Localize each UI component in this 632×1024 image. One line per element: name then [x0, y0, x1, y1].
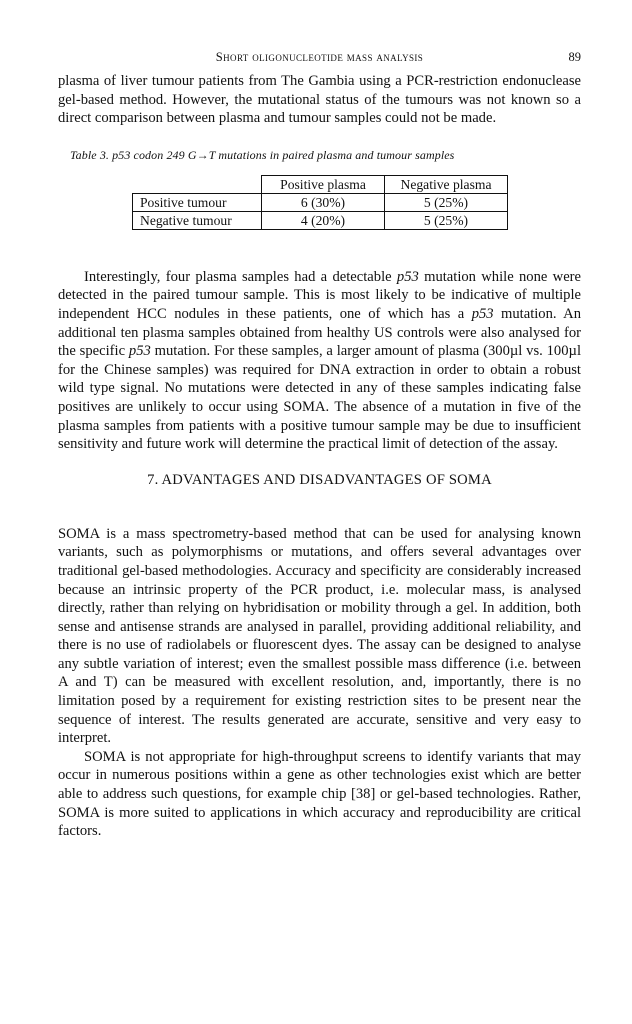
table-row [133, 211, 508, 229]
paragraph-plasma-detection [58, 268, 581, 454]
table-cell: 4 (20%) [262, 211, 385, 229]
paragraph-plasma-gambia: plasma of liver tumour patients from The Gambia using a PCR-restriction endonuclease gel-based method. However, the mutational status of the tumours was not known so a direct comparison between plasma and tumour samples could not be made. [58, 73, 581, 127]
paragraph-soma-advantages: SOMA is a mass spectrometry-based method that can be used for analysing known variants, such as polymorphisms or mutations, and offers several advantages over traditional gel-based methodologies. Accuracy and specificity are considerably increased because an intrinsic property of the PCR product, i.e. molecular mass, is analysed directly, rather than relying on hybridisation or mobility through a gel. In addition, both sense and antisense strands are analysed in parallel, providing additional reliability, and there is no use of radiolabels or fluorescent dyes. The assay can be designed to analyse any subtle variation of interest; even the smallest possible mass difference (i.e. between A and T) can be measured with excellent resolution, and, importantly, there is no limitation posed by a requirement for existing restriction sites to be present near the sequence of interest. The results generated are accurate, sensitive and very easy to interpret. [58, 525, 581, 747]
text-run: mutation while none were detected in the paired tumour sample. This is most likely to be indicative of multiple independent HCC nodules in these patients, one of which has a [58, 268, 582, 322]
paragraph-soma-limitations: SOMA is not appropriate for high-throughput screens to identify variants that may occur in numerous positions within a gene as other technologies exist which are better able to address such questions, for example chip [38] or gel-based technologies. Rather, SOMA is more suited to applications in which accuracy and reproducibility are critical factors. [58, 748, 581, 840]
table-row [133, 193, 508, 211]
table-corner-cell [133, 175, 262, 193]
text-run: mutation. An additional ten plasma samples obtained from healthy US controls were also analysed for the specific [58, 305, 582, 360]
table-header-row [133, 175, 508, 193]
row-header-negative-tumour: Negative tumour [133, 211, 262, 229]
text-run: Interestingly, four plasma samples had a detectable [84, 268, 397, 285]
text-run: mutation. For these samples, a larger amount of plasma (300µl vs. 100µl for the Chinese samples) was required for DNA extraction in order to obtain a robust wild type signal. No mutations were detected in any of these samples indicating false positives are unlikely to occur using SOMA. The absence of a mutation in five of the plasma samples from patients with a positive tumour sample may be due to insufficient sensitivity and future work will determine the practical limit of detection of the assay. [58, 343, 581, 453]
table-cell: 5 (25%) [385, 193, 508, 211]
row-header-positive-tumour: Positive tumour [133, 193, 262, 211]
running-title: Short oligonucleotide mass analysis [215, 50, 424, 64]
document-page [58, 50, 581, 841]
mutation-table [132, 175, 508, 230]
gene-name: p53 [128, 343, 151, 360]
page-number: 89 [568, 50, 581, 64]
table-cell: 6 (30%) [262, 193, 385, 211]
table-cell: 5 (25%) [385, 211, 508, 229]
section-heading: 7. ADVANTAGES AND DISADVANTAGES OF SOMA [147, 471, 492, 488]
spacer [58, 230, 581, 268]
table-caption: Table 3. p53 codon 249 G→T mutations in paired plasma and tumour samples [70, 147, 455, 162]
col-header-negative-plasma: Negative plasma [385, 175, 508, 193]
col-header-positive-plasma: Positive plasma [262, 175, 385, 193]
gene-name: p53 [471, 305, 494, 322]
gene-name: p53 [396, 268, 419, 285]
running-header [58, 50, 581, 72]
